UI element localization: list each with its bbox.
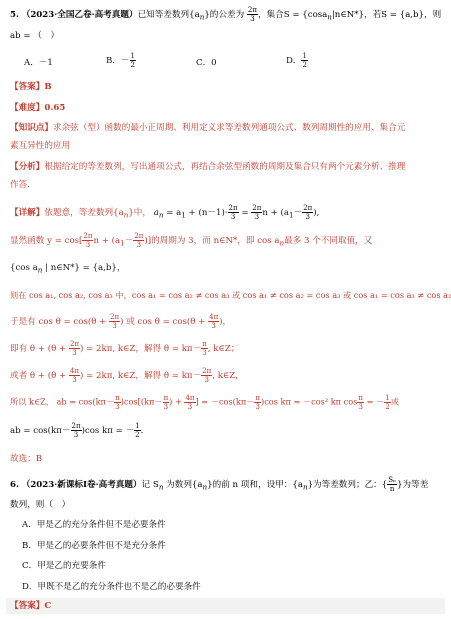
q5-detail-line9: ab = cos(kπ－ $\frac{2\pi}{3}$ )cos kπ = － $\frac{1}{2}$ . — [10, 422, 144, 439]
q6-stem-line1: 6. （2023·新课标Ⅰ卷·高考真题）记 $S_n$ 为数列$\{a_n\}$的前 n 项和，设甲：$\{a_n\}$为等差数列；乙：{ $\frac{\text{Sₙ}}{n}$ }为等差 — [10, 476, 429, 493]
question-source: （2023·新课标Ⅰ卷·高考真题） — [21, 480, 142, 490]
question-number: 6. — [10, 480, 19, 490]
q6-option-b[interactable]: B．甲是乙的必要条件但不是充分条件 — [22, 541, 166, 551]
question-number: 5. — [10, 10, 19, 20]
q5-detail-line1: 【详解】依题意，等差数列$\{a_n\}$中， $a_n = a_1 + (n-1)\cdot$ $\frac{2\pi}{3}$ = $\frac{2\pi}{3}$ $n + (a_1-$ $\frac{2\pi}{3}$ ), — [10, 204, 320, 221]
q5-conclusion: 故选：B — [10, 454, 43, 464]
q5-detail-line4: 则在 cos a₁, cos a₂, cos a₃ 中，cos a₁ = cos a₂ ≠ cos a₃ 或 cos a₁ ≠ cos a₂ = cos a₃ 或 cos a₁ = cos a₃ ≠ cos a₂ — [10, 290, 451, 300]
q5-analysis: 【分析】根据给定的等差数列，写出通项公式，再结合余弦型函数的周期及集合只有两个元素分析、推理 — [10, 162, 406, 172]
option-a[interactable]: A．－1 — [24, 58, 53, 68]
q5-detail-line8: 所以 k∈Z， ab = cos(kπ－ $\frac{\pi}{3}$ )cos[(kπ－ $\frac{\pi}{3}$ ) + $\frac{4\pi}{3}$ ] = －cos(kπ－ $\frac{\pi}{3}$ )cos kπ = －cos² kπ cos $\frac{\pi}{3}$ = － $\frac{1}{2}$ 或 — [10, 394, 399, 411]
q6-answer: 【答案】C — [10, 601, 52, 611]
option-d[interactable]: D． $\frac{1}{2}$ — [286, 52, 307, 69]
option-b[interactable]: B．－ $\frac{1}{2}$ — [106, 52, 135, 69]
q6-option-a[interactable]: A．甲是乙的充分条件但不是必要条件 — [22, 520, 166, 530]
q5-stem-line2: ab = （ ） — [10, 31, 60, 41]
q5-knowledge-cont: 素互异性的应用 — [10, 141, 71, 151]
q5-detail-line3: {cos $a_n$ | n∈N*} = {a,b}， — [10, 263, 126, 275]
question-source: （2023·全国乙卷·高考真题） — [21, 10, 138, 20]
q5-stem-line1: 5. （2023·全国乙卷·高考真题）已知等差数列$\{a_n\}$的公差为 $\frac{2\pi}{3}$ ，集合S = {cosa$_n$|n∈N*}，若S = {a,b}，则 — [10, 6, 442, 23]
q5-answer: 【答案】B — [10, 82, 52, 92]
option-c[interactable]: C．0 — [196, 58, 217, 68]
q5-difficulty: 【难度】0.65 — [10, 103, 66, 113]
q5-detail-line2: 显然函数 y = cos[ $\frac{2\pi}{3}$ $n + (a_1-$ $\frac{2\pi}{3}$ )]的周期为 3，而 n∈N*，即 $\cos a_n$最多 3 个不同取值，又 — [10, 232, 373, 249]
fraction-2pi-3: $\frac{2\pi}{3}$ — [247, 6, 257, 23]
q5-detail-line6: 即有 θ + (θ + $\frac{2\pi}{3}$ ) = 2kπ, k∈Z，解得 θ = kπ－ $\frac{\pi}{3}$ , k∈Z； — [10, 340, 240, 357]
q5-knowledge: 【知识点】求余弦（型）函数的最小正周期、利用定义求等差数列通项公式、数列周期性的应用、集合元 — [10, 123, 406, 133]
q6-option-d[interactable]: D．甲既不是乙的充分条件也不是乙的必要条件 — [22, 582, 201, 592]
q6-option-c[interactable]: C．甲是乙的充要条件 — [22, 561, 106, 571]
q6-stem-line2: 数列，则（ ） — [10, 500, 71, 510]
q5-detail-line7: 或者 θ + (θ + $\frac{4\pi}{3}$ ) = 2kπ, k∈Z，解得 θ = kπ－ $\frac{2\pi}{3}$ , k∈Z， — [10, 367, 244, 384]
q5-analysis-cont: 作答. — [10, 180, 30, 190]
q5-options — [10, 52, 443, 74]
q5-detail-line5: 于是有 cos θ = cos(θ + $\frac{2\pi}{3}$ ) 或 cos θ = cos(θ + $\frac{4\pi}{3}$ )， — [10, 313, 232, 330]
